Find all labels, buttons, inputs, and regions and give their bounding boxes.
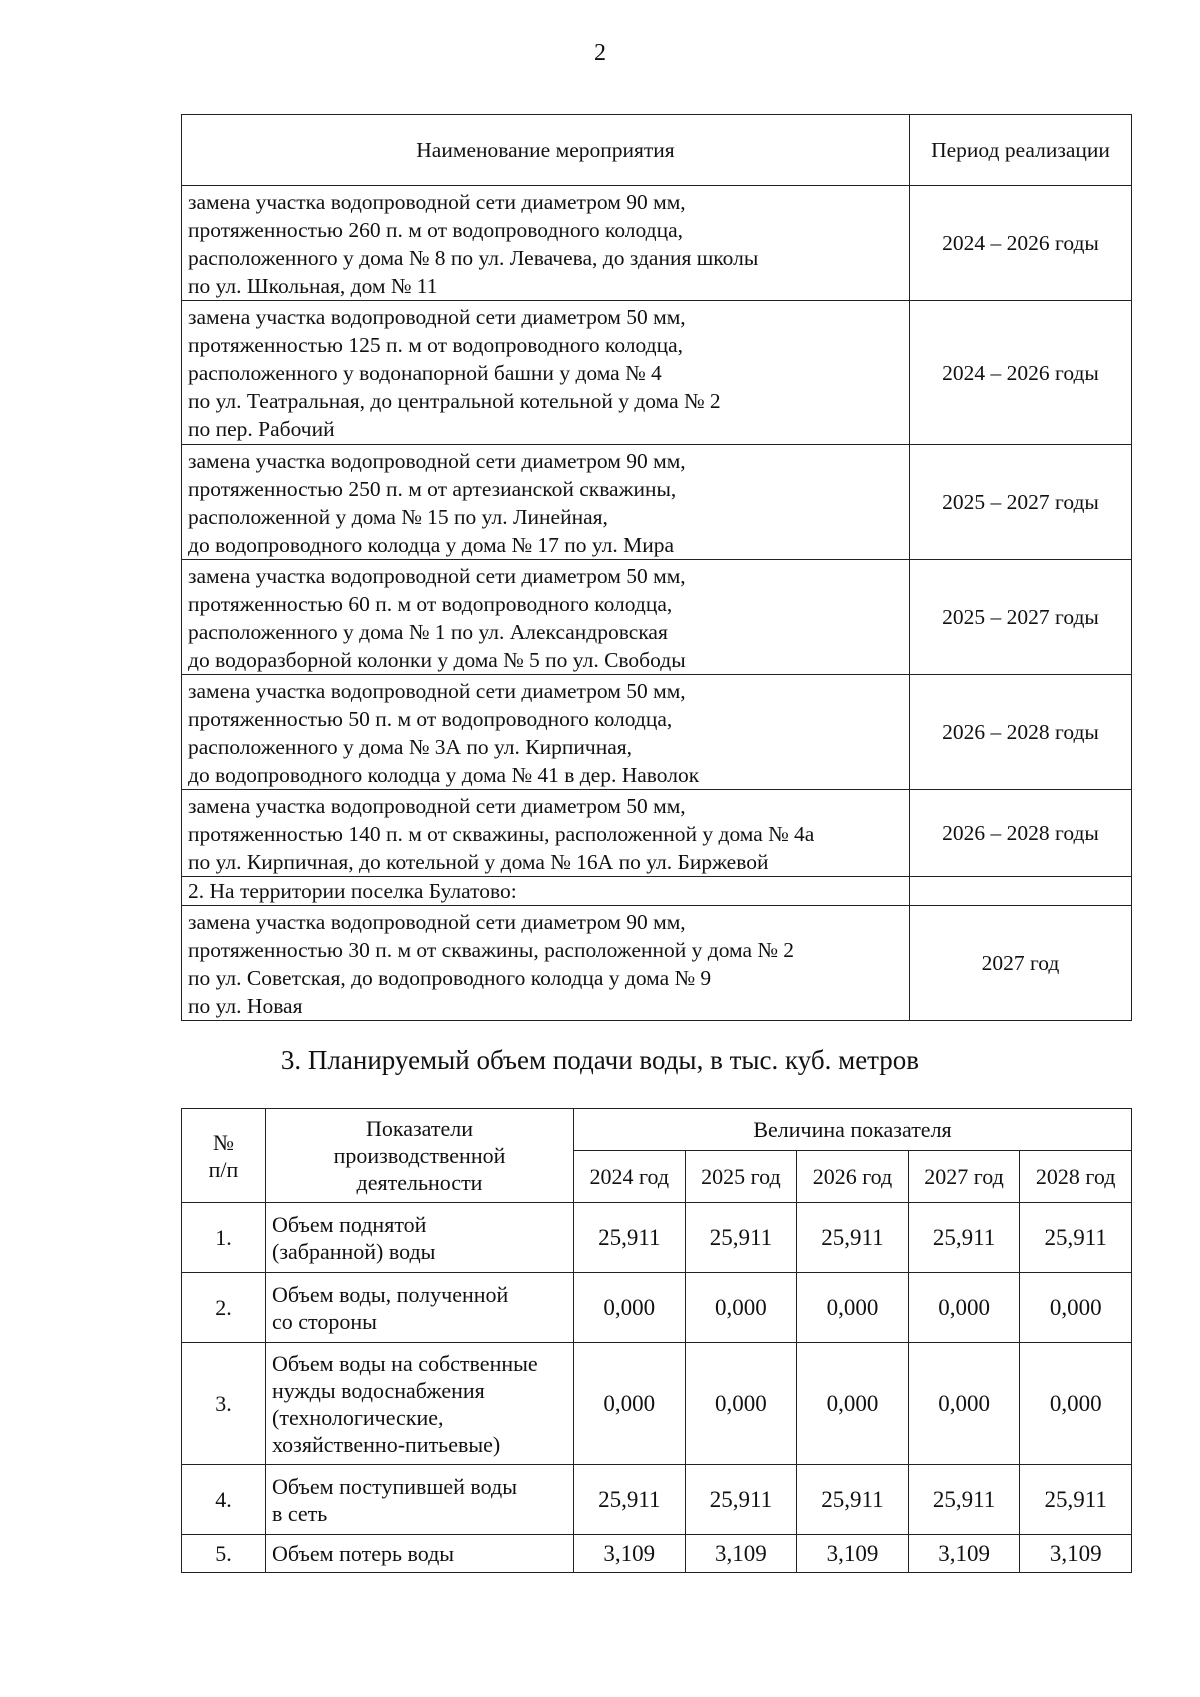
measure-line: протяженностью 125 п. м от водопроводного колодца, (188, 333, 684, 357)
row-number: 1. (182, 1203, 266, 1273)
indicator-value: 3,109 (1020, 1535, 1132, 1573)
indicator-value: 3,109 (797, 1535, 909, 1573)
measure-line: протяженностью 250 п. м от артезианской скважины, (188, 477, 677, 501)
measure-line: протяженностью 140 п. м от скважины, расположенной у дома № 4а (188, 822, 815, 846)
indicator-value: 25,911 (685, 1465, 797, 1535)
header-year: 2028 год (1020, 1151, 1132, 1203)
measure-line: замена участка водопроводной сети диаметром 90 мм, (188, 449, 686, 473)
header-year: 2026 год (797, 1151, 909, 1203)
measure-line: замена участка водопроводной сети диаметром 50 мм, (188, 794, 686, 818)
indicator-value: 0,000 (908, 1343, 1020, 1465)
indicator-value: 25,911 (797, 1465, 909, 1535)
table-row (182, 560, 1132, 675)
row-number: 5. (182, 1535, 266, 1573)
table-row (182, 301, 1132, 445)
header-year: 2024 год (574, 1151, 686, 1203)
header-indicator-line: производственной (333, 1143, 506, 1168)
empty-cell (910, 877, 1132, 906)
water-supply-table (181, 1108, 1132, 1573)
measure-period: 2026 – 2028 годы (910, 675, 1132, 790)
indicator-value: 0,000 (574, 1343, 686, 1465)
indicator-line: нужды водоснабжения (272, 1377, 485, 1403)
section-row (182, 877, 1132, 906)
measure-period: 2026 – 2028 годы (910, 790, 1132, 877)
measure-line: по ул. Театральная, до центральной котельной у дома № 2 (188, 389, 721, 413)
indicator-value: 25,911 (797, 1203, 909, 1273)
measure-period: 2025 – 2027 годы (910, 560, 1132, 675)
measure-line: замена участка водопроводной сети диаметром 50 мм, (188, 564, 686, 588)
table-row (182, 1203, 1132, 1273)
table-row (182, 445, 1132, 560)
row-number: 4. (182, 1465, 266, 1535)
measure-line: по пер. Рабочий (188, 417, 335, 441)
measure-line: протяженностью 30 п. м от скважины, расположенной у дома № 2 (188, 938, 795, 962)
measure-line: до водопроводного колодца у дома № 17 по ул. Мира (188, 533, 675, 557)
header-indicator (266, 1109, 574, 1203)
header-indicator-line: Показатели (365, 1116, 474, 1141)
table-row (182, 1535, 1132, 1573)
header-indicator-value: Величина показателя (574, 1109, 1132, 1151)
header-indicator-line: деятельности (356, 1170, 483, 1195)
table-header-row (182, 115, 1132, 186)
indicator-name (266, 1273, 574, 1343)
measure-description (182, 675, 910, 790)
row-number: 3. (182, 1343, 266, 1465)
table-row (182, 1465, 1132, 1535)
header-period: Период реализации (910, 115, 1132, 186)
indicator-value: 0,000 (685, 1273, 797, 1343)
indicator-value: 0,000 (1020, 1343, 1132, 1465)
row-number: 2. (182, 1273, 266, 1343)
measure-description (182, 906, 910, 1021)
measure-line: до водопроводного колодца у дома № 41 в дер. Наволок (188, 763, 700, 787)
measure-line: протяженностью 50 п. м от водопроводного колодца, (188, 707, 673, 731)
indicator-line: Объем воды, полученной (272, 1281, 509, 1307)
measure-line: замена участка водопроводной сети диаметром 50 мм, (188, 679, 686, 703)
measure-line: по ул. Советская, до водопроводного колодца у дома № 9 (188, 966, 712, 990)
page-number: 2 (594, 40, 606, 66)
indicator-line: (забранной) воды (272, 1238, 436, 1264)
indicator-value: 25,911 (908, 1465, 1020, 1535)
table-row (182, 1343, 1132, 1465)
measure-line: по ул. Новая (188, 994, 303, 1018)
indicator-value: 0,000 (908, 1273, 1020, 1343)
measures-table (181, 114, 1132, 1021)
indicator-line: Объем воды на собственные (272, 1350, 538, 1376)
measure-line: замена участка водопроводной сети диаметром 50 мм, (188, 305, 686, 329)
measure-description (182, 186, 910, 301)
table-row (182, 186, 1132, 301)
indicator-name (266, 1535, 574, 1573)
indicator-line: со стороны (272, 1308, 377, 1334)
table-row (182, 906, 1132, 1021)
indicator-line: в сеть (272, 1500, 328, 1526)
section-2-heading: 2. На территории поселка Булатово: (182, 877, 910, 906)
indicator-value: 0,000 (574, 1273, 686, 1343)
indicator-name (266, 1343, 574, 1465)
measure-line: расположенной у дома № 15 по ул. Линейная, (188, 505, 608, 529)
indicator-value: 25,911 (908, 1203, 1020, 1273)
indicator-value: 3,109 (574, 1535, 686, 1573)
indicator-value: 25,911 (1020, 1465, 1132, 1535)
indicator-name (266, 1203, 574, 1273)
measure-line: до водоразборной колонки у дома № 5 по ул. Свободы (188, 648, 686, 672)
indicator-value: 0,000 (797, 1273, 909, 1343)
measure-period: 2027 год (910, 906, 1132, 1021)
measure-description (182, 301, 910, 445)
header-year: 2027 год (908, 1151, 1020, 1203)
measure-line: расположенного у дома № 3А по ул. Кирпичная, (188, 735, 633, 759)
indicator-value: 0,000 (685, 1343, 797, 1465)
indicator-value: 25,911 (1020, 1203, 1132, 1273)
measure-line: по ул. Кирпичная, до котельной у дома № 16А по ул. Биржевой (188, 850, 769, 874)
measure-line: замена участка водопроводной сети диаметром 90 мм, (188, 190, 686, 214)
section-3-title: 3. Планируемый объем подачи воды, в тыс. куб. метров (280, 1045, 920, 1075)
indicator-line: Объем поступившей воды (272, 1473, 517, 1499)
measure-period: 2024 – 2026 годы (910, 186, 1132, 301)
table-row (182, 675, 1132, 790)
measure-description (182, 790, 910, 877)
measure-description (182, 445, 910, 560)
measure-line: расположенного у водонапорной башни у дома № 4 (188, 361, 662, 385)
indicator-line: Объем поднятой (272, 1211, 427, 1237)
measure-line: расположенного у дома № 1 по ул. Александровская (188, 620, 668, 644)
indicator-value: 0,000 (797, 1343, 909, 1465)
measure-description (182, 560, 910, 675)
table-header-row (182, 1109, 1132, 1151)
measure-line: протяженностью 260 п. м от водопроводного колодца, (188, 218, 684, 242)
measure-line: расположенного у дома № 8 по ул. Левачева, до здания школы (188, 246, 759, 270)
header-year: 2025 год (685, 1151, 797, 1203)
measure-line: протяженностью 60 п. м от водопроводного колодца, (188, 592, 673, 616)
header-num-line: п/п (208, 1156, 239, 1182)
table-row (182, 790, 1132, 877)
measure-line: по ул. Школьная, дом № 11 (188, 274, 438, 298)
measure-line: замена участка водопроводной сети диаметром 90 мм, (188, 910, 686, 934)
measure-period: 2024 – 2026 годы (910, 301, 1132, 445)
indicator-value: 25,911 (574, 1203, 686, 1273)
header-measure-name: Наименование мероприятия (182, 115, 910, 186)
indicator-value: 25,911 (685, 1203, 797, 1273)
header-num-line: № (213, 1129, 234, 1155)
indicator-line: (технологические, (272, 1404, 444, 1430)
header-row-number (182, 1109, 266, 1203)
indicator-name (266, 1465, 574, 1535)
table-row (182, 1273, 1132, 1343)
indicator-line: хозяйственно-питьевые) (272, 1431, 501, 1457)
indicator-line: Объем потерь воды (272, 1541, 455, 1566)
indicator-value: 25,911 (574, 1465, 686, 1535)
indicator-value: 0,000 (1020, 1273, 1132, 1343)
measure-period: 2025 – 2027 годы (910, 445, 1132, 560)
indicator-value: 3,109 (685, 1535, 797, 1573)
indicator-value: 3,109 (908, 1535, 1020, 1573)
